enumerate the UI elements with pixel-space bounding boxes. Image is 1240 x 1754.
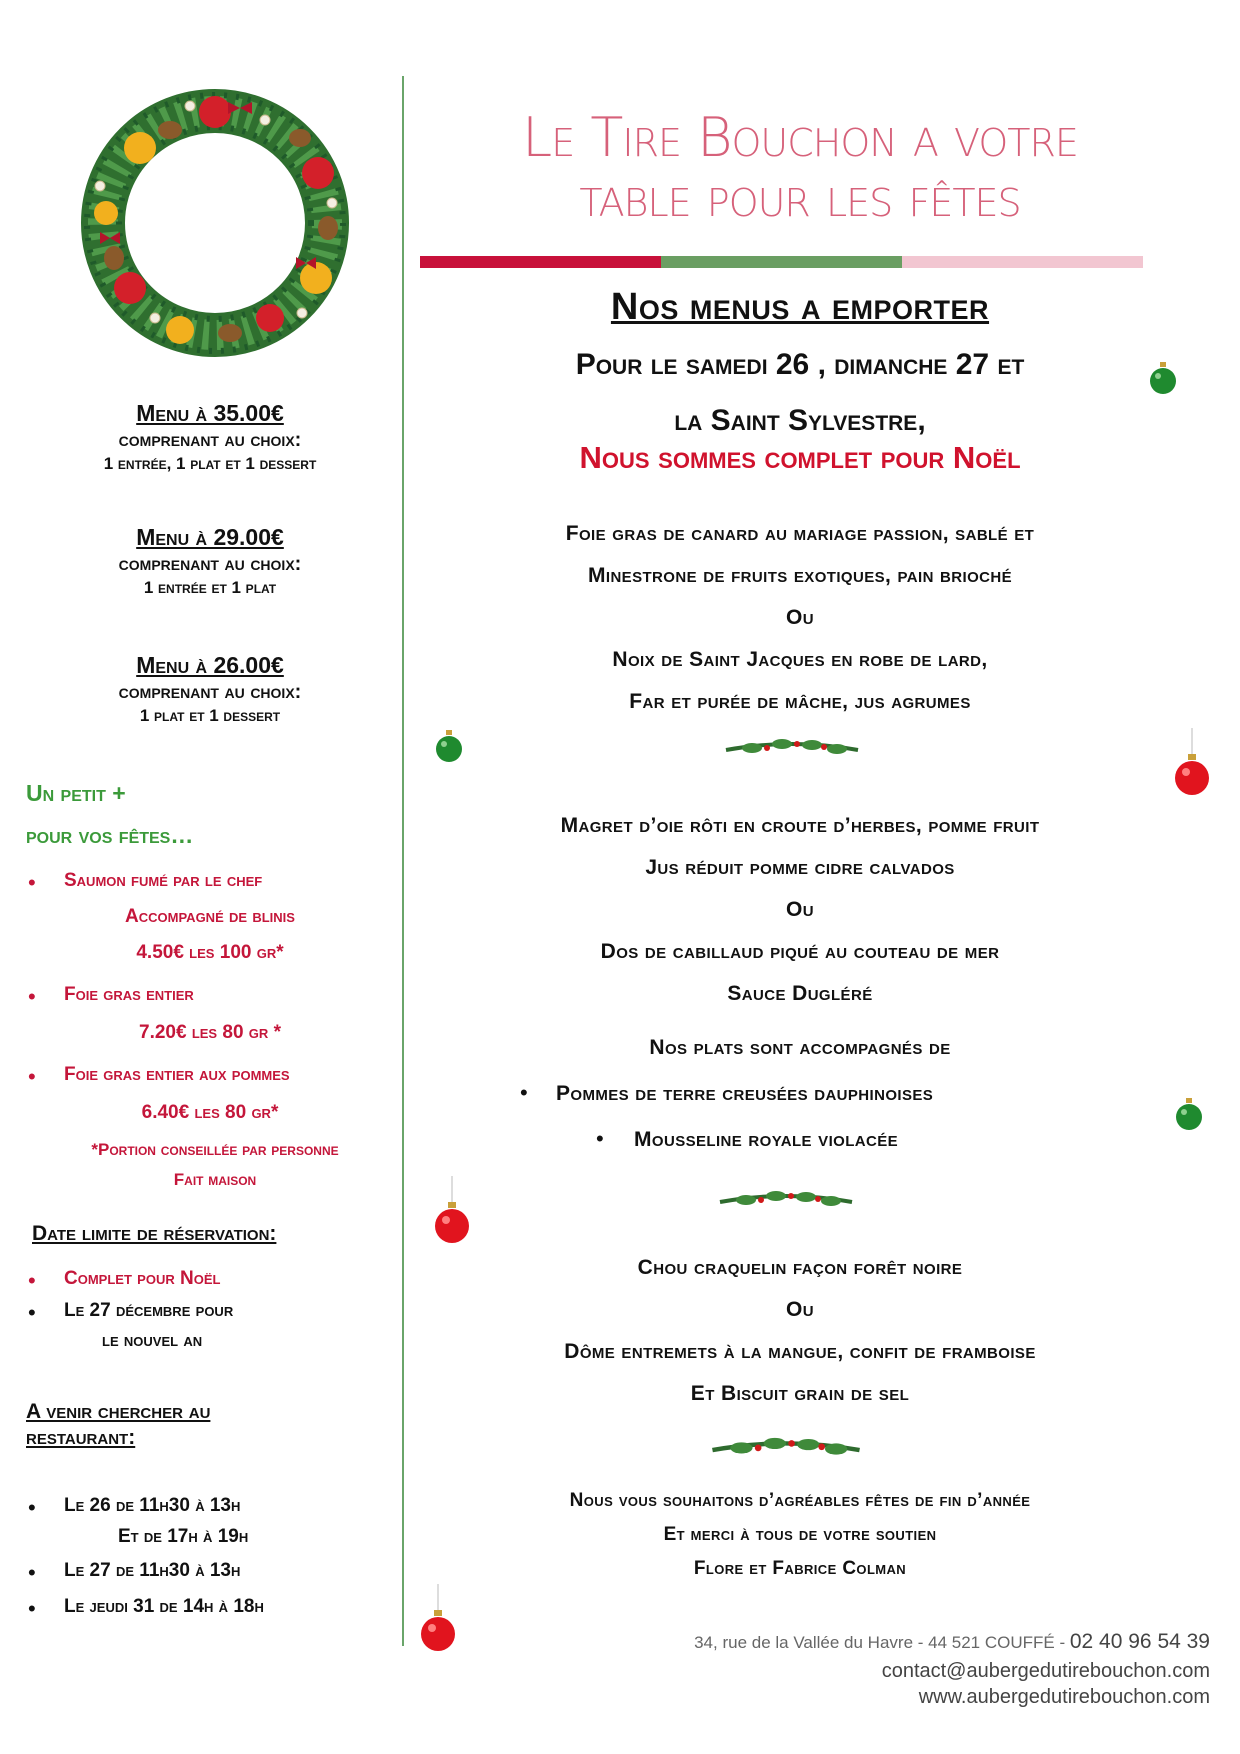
main-line: Magret d’oie rôti en croute d’herbes, pomme fruit [560, 814, 1040, 837]
deadline-nouvel-an-sub: le nouvel an [102, 1330, 203, 1351]
main-line: Jus réduit pomme cidre calvados [645, 856, 955, 879]
main-line: Sauce Dugléré [727, 982, 873, 1005]
date-line1: Pour le samedi 26 , dimanche 27 et [575, 348, 1025, 381]
color-bar-red [420, 256, 661, 268]
holly-garland-icon [708, 1434, 864, 1464]
menu-subtitle: comprenant au choix: [118, 429, 302, 451]
title-line2: table pour les fêtes [579, 166, 1021, 229]
menu-detail: 1 entrée, 1 plat et 1 dessert [103, 454, 317, 473]
bullet-icon: • [28, 1596, 36, 1621]
pickup-27: Le 27 de 11h30 à 13h [64, 1560, 241, 1581]
deadline-nouvel-an: Le 27 décembre pour [64, 1300, 234, 1321]
bullet-icon: • [520, 1080, 528, 1105]
bullet-icon: • [28, 1268, 36, 1293]
extras-title-line2: pour vos fêtes… [26, 822, 194, 848]
dessert-or: Ou [786, 1298, 814, 1321]
color-bar-green [661, 256, 902, 268]
bullet-icon: • [28, 1300, 36, 1325]
extra-foie-gras: Foie gras entier [64, 984, 194, 1005]
portion-note: *Portion conseillée par personne [91, 1140, 339, 1159]
footer-address: 34, rue de la Vallée du Havre - 44 521 COUFFÉ - [694, 1633, 1070, 1652]
menu-title: Menu à 26.00€ [136, 652, 284, 678]
red-bauble-icon [418, 1584, 458, 1654]
main-or: Ou [786, 898, 814, 921]
pickup-title-line2: restaurant: [26, 1426, 136, 1449]
starter-line: Far et purée de mâche, jus agrumes [629, 690, 971, 713]
bullet-icon: • [28, 1064, 36, 1089]
green-bauble-icon [1174, 1098, 1204, 1132]
bullet-icon: • [28, 984, 36, 1009]
extra-saumon: Saumon fumé par le chef [64, 870, 263, 891]
column-divider [402, 76, 404, 1646]
bullet-icon: • [28, 1495, 36, 1520]
pickup-26-sub: Et de 17h à 19h [118, 1526, 249, 1547]
footer-website[interactable]: www.aubergedutirebouchon.com [918, 1686, 1210, 1708]
holly-garland-icon [716, 1188, 856, 1214]
extras-title-line1: Un petit + [26, 780, 126, 806]
sides-intro: Nos plats sont accompagnés de [649, 1036, 951, 1059]
footer-phone[interactable]: 02 40 96 54 39 [1069, 1630, 1210, 1653]
menu-subtitle: comprenant au choix: [118, 681, 302, 703]
green-bauble-icon [434, 730, 464, 764]
main-line: Dos de cabillaud piqué au couteau de mer [600, 940, 1000, 963]
menu-title: Menu à 29.00€ [136, 524, 284, 550]
starter-line: Foie gras de canard au mariage passion, sablé et [565, 522, 1035, 545]
bullet-icon: • [28, 1560, 36, 1585]
pickup-title-line1: A venir chercher au [26, 1400, 211, 1423]
page-title [420, 108, 1180, 228]
bullet-icon: • [28, 870, 36, 895]
red-bauble-icon [1172, 728, 1212, 798]
deadline-noel: Complet pour Noël [64, 1268, 221, 1289]
menu-35 [40, 400, 380, 474]
closing-line: Et merci à tous de votre soutien [663, 1524, 937, 1545]
green-bauble-icon [1148, 362, 1178, 396]
menu-detail: 1 entrée et 1 plat [143, 578, 277, 597]
menu-26 [40, 652, 380, 726]
side-item: Pommes de terre creusées dauphinoises [556, 1082, 934, 1105]
bullet-icon: • [596, 1126, 604, 1151]
footer-email[interactable]: contact@aubergedutirebouchon.com [881, 1660, 1210, 1682]
dessert-line: Dôme entremets à la mangue, confit de framboise [564, 1340, 1036, 1363]
pickup-31: Le jeudi 31 de 14h à 18h [64, 1596, 264, 1617]
extra-saumon-price: 4.50€ les 100 gr* [136, 942, 284, 963]
homemade-note: Fait maison [173, 1170, 257, 1189]
title-line1: Le Tire Bouchon a votre [522, 106, 1078, 169]
extra-foie-gras-pommes: Foie gras entier aux pommes [64, 1064, 290, 1085]
extra-foie-gras-pommes-price: 6.40€ les 80 gr* [141, 1102, 279, 1123]
menu-29 [40, 524, 380, 598]
dessert-line: Et Biscuit grain de sel [690, 1382, 910, 1405]
menu-subtitle: comprenant au choix: [118, 553, 302, 575]
deadline-title: Date limite de réservation: [32, 1222, 277, 1245]
signature: Flore et Fabrice Colman [693, 1558, 907, 1579]
menu-detail: 1 plat et 1 dessert [139, 706, 281, 725]
side-item: Mousseline royale violacée [634, 1128, 899, 1151]
color-bar-pink [902, 256, 1143, 268]
christmas-wreath-icon [70, 78, 360, 368]
dessert-line: Chou craquelin façon forêt noire [637, 1256, 963, 1279]
starter-or: Ou [786, 606, 814, 629]
pickup-26: Le 26 de 11h30 à 13h [64, 1495, 241, 1516]
starter-line: Noix de Saint Jacques en robe de lard, [612, 648, 988, 671]
complete-notice: Nous sommes complet pour Noël [579, 440, 1021, 475]
date-line2: la Saint Sylvestre, [674, 404, 926, 437]
menu-title: Menu à 35.00€ [136, 400, 284, 426]
holly-garland-icon [722, 736, 862, 762]
starter-line: Minestrone de fruits exotiques, pain brioché [587, 564, 1013, 587]
extra-saumon-sub1: Accompagné de blinis [125, 906, 295, 927]
red-bauble-icon [432, 1176, 472, 1246]
footer-address-line [694, 1630, 1210, 1654]
color-bar [420, 256, 1143, 268]
extra-foie-gras-price: 7.20€ les 80 gr * [139, 1022, 281, 1043]
closing-line: Nous vous souhaitons d’agréables fêtes de fin d’année [569, 1490, 1031, 1511]
menus-heading: Nos menus a emporter [610, 286, 990, 328]
